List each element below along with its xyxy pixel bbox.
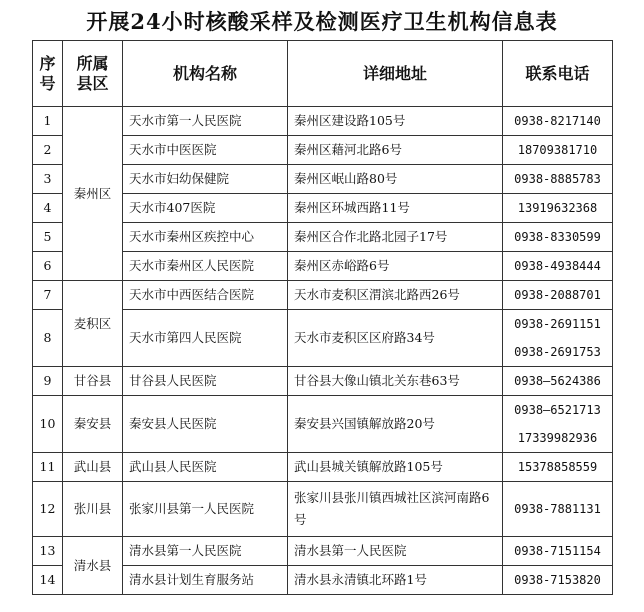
- institution-phone: [503, 396, 613, 453]
- row-number: 8: [33, 310, 63, 367]
- institution-name: 秦安县人民医院: [123, 396, 288, 453]
- county-cell: 张川县: [63, 482, 123, 537]
- table-row: [33, 537, 613, 566]
- page-title: 开展24小时核酸采样及检测医疗卫生机构信息表: [86, 9, 558, 34]
- institution-name: 天水市第四人民医院: [123, 310, 288, 367]
- header-row: [33, 41, 613, 107]
- row-number: 1: [33, 107, 63, 136]
- row-number: 14: [33, 566, 63, 595]
- institution-phone: [503, 310, 613, 367]
- institution-address: 秦安县兴国镇解放路20号: [288, 396, 503, 453]
- institution-phone: 18709381710: [503, 136, 613, 165]
- phone-line: 0938-2691753: [514, 345, 601, 359]
- institution-address: 秦州区环城西路11号: [288, 194, 503, 223]
- institution-address: 秦州区合作北路北园子17号: [288, 223, 503, 252]
- institution-phone: 0938-8885783: [503, 165, 613, 194]
- institution-address: 天水市麦积区渭滨北路西26号: [288, 281, 503, 310]
- institution-phone: 15378858559: [503, 453, 613, 482]
- institution-address: 秦州区藉河北路6号: [288, 136, 503, 165]
- row-number: 10: [33, 396, 63, 453]
- institution-phone: 0938-8330599: [503, 223, 613, 252]
- institution-name: 天水市秦州区疾控中心: [123, 223, 288, 252]
- institution-name: 天水市407医院: [123, 194, 288, 223]
- header-index: 序号: [33, 41, 63, 107]
- header-address: 详细地址: [288, 41, 503, 107]
- row-number: 6: [33, 252, 63, 281]
- county-cell: 秦州区: [63, 107, 123, 281]
- institution-address: 秦州区建设路105号: [288, 107, 503, 136]
- institution-name: 天水市中西医结合医院: [123, 281, 288, 310]
- county-cell: 麦积区: [63, 281, 123, 367]
- institution-name: 天水市秦州区人民医院: [123, 252, 288, 281]
- institution-phone: 13919632368: [503, 194, 613, 223]
- institution-address: 秦州区赤峪路6号: [288, 252, 503, 281]
- institution-name: 天水市妇幼保健院: [123, 165, 288, 194]
- table-row: [33, 482, 613, 537]
- institution-table: [32, 40, 613, 595]
- institution-phone: 0938—5624386: [503, 367, 613, 396]
- table-row: [33, 281, 613, 310]
- county-cell: 甘谷县: [63, 367, 123, 396]
- institution-address: 甘谷县大像山镇北关东巷63号: [288, 367, 503, 396]
- institution-address: 清水县第一人民医院: [288, 537, 503, 566]
- phone-line: 0938-2691151: [514, 317, 601, 331]
- row-number: 4: [33, 194, 63, 223]
- row-number: 13: [33, 537, 63, 566]
- institution-address: 武山县城关镇解放路105号: [288, 453, 503, 482]
- phone-line: 0938—6521713: [514, 403, 601, 417]
- table-row: [33, 107, 613, 136]
- row-number: 3: [33, 165, 63, 194]
- institution-phone: 0938-7151154: [503, 537, 613, 566]
- row-number: 11: [33, 453, 63, 482]
- county-cell: 清水县: [63, 537, 123, 595]
- row-number: 5: [33, 223, 63, 252]
- row-number: 12: [33, 482, 63, 537]
- institution-name: 天水市中医医院: [123, 136, 288, 165]
- header-phone: 联系电话: [503, 41, 613, 107]
- row-number: 2: [33, 136, 63, 165]
- institution-name: 张家川县第一人民医院: [123, 482, 288, 537]
- institution-name: 甘谷县人民医院: [123, 367, 288, 396]
- county-cell: 秦安县: [63, 396, 123, 453]
- institution-name: 武山县人民医院: [123, 453, 288, 482]
- institution-name: 天水市第一人民医院: [123, 107, 288, 136]
- institution-phone: 0938-7881131: [503, 482, 613, 537]
- institution-name: 清水县第一人民医院: [123, 537, 288, 566]
- phone-line: 17339982936: [517, 431, 598, 445]
- institution-address: 张家川县张川镇西城社区滨河南路6号: [288, 482, 503, 537]
- institution-phone: 0938-7153820: [503, 566, 613, 595]
- institution-phone: 0938-4938444: [503, 252, 613, 281]
- institution-address: 秦州区岷山路80号: [288, 165, 503, 194]
- institution-phone: 0938-8217140: [503, 107, 613, 136]
- table-row: [33, 367, 613, 396]
- county-cell: 武山县: [63, 453, 123, 482]
- institution-address: 天水市麦积区区府路34号: [288, 310, 503, 367]
- table-row: [33, 453, 613, 482]
- institution-address: 清水县永清镇北环路1号: [288, 566, 503, 595]
- institution-name: 清水县计划生育服务站: [123, 566, 288, 595]
- row-number: 9: [33, 367, 63, 396]
- institution-phone: 0938-2088701: [503, 281, 613, 310]
- header-name: 机构名称: [123, 41, 288, 107]
- row-number: 7: [33, 281, 63, 310]
- header-county: 所属县区: [63, 41, 123, 107]
- table-row: [33, 396, 613, 453]
